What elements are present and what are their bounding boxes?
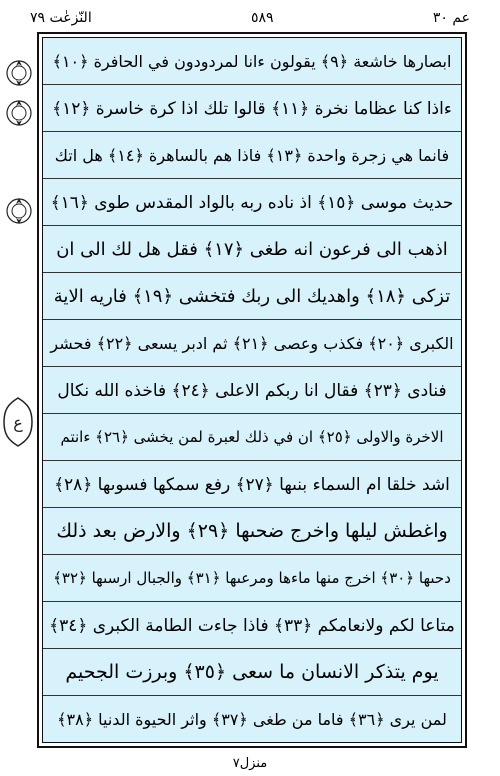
page-header — [30, 6, 470, 30]
text-line: فنادى ﴿٢٣﴾ فقال انا ربكم الاعلى ﴿٢٤﴾ فاخذه الله نكال — [43, 367, 461, 414]
text-line: تزكى ﴿١٨﴾ واهديك الى ربك فتخشى ﴿١٩﴾ فاريه الاية — [43, 273, 461, 320]
text-line: اشد خلقا ام السماء بنىها ﴿٢٧﴾ رفع سمكها فسوىها ﴿٢٨﴾ — [43, 461, 461, 508]
text-line: واغطش ليلها واخرج ضحىها ﴿٢٩﴾ والارض بعد ذلك — [43, 508, 461, 555]
margin-ornament-icon — [4, 196, 34, 226]
svg-text:ع: ع — [13, 413, 23, 432]
margin-ornament-icon — [4, 98, 34, 128]
juz-label: عم ٣٠ — [432, 10, 470, 26]
surah-label: النّزعٰت ٧٩ — [30, 10, 92, 26]
text-line: ءاذا كنا عظاما نخرة ﴿١١﴾ قالوا تلك اذا كرة خاسرة ﴿١٢﴾ — [43, 85, 461, 132]
text-line: ابصارها خاشعة ﴿٩﴾ يقولون ءانا لمردودون في الحافرة ﴿١٠﴾ — [43, 38, 461, 85]
page-number: ٥٨٩ — [250, 10, 274, 26]
text-line: الاخرة والاولى ﴿٢٥﴾ ان في ذلك لعبرة لمن يخشى ﴿٢٦﴾ ءانتم — [43, 414, 461, 461]
text-line: فانما هي زجرة واحدة ﴿١٣﴾ فاذا هم بالساهرة ﴿١٤﴾ هل اتك — [43, 132, 461, 179]
page-footer — [0, 752, 500, 774]
text-line: متاعا لكم ولانعامكم ﴿٣٣﴾ فاذا جاءت الطامة الكبرى ﴿٣٤﴾ — [43, 602, 461, 649]
text-line: حديث موسى ﴿١٥﴾ اذ ناده ربه بالواد المقدس طوى ﴿١٦﴾ — [43, 179, 461, 226]
manzil-label: منزل٧ — [232, 755, 268, 771]
text-body — [42, 37, 462, 743]
ruku-marker-icon — [2, 396, 34, 448]
margin-ornament-icon — [4, 58, 34, 88]
text-frame — [37, 32, 467, 748]
text-line: اذهب الى فرعون انه طغى ﴿١٧﴾ فقل هل لك الى ان — [43, 226, 461, 273]
text-line: الكبرى ﴿٢٠﴾ فكذب وعصى ﴿٢١﴾ ثم ادبر يسعى ﴿٢٢﴾ فحشر — [43, 320, 461, 367]
text-line: دحىها ﴿٣٠﴾ اخرج منها ماءها ومرعىها ﴿٣١﴾ والجبال ارسىها ﴿٣٢﴾ — [43, 555, 461, 602]
text-line: لمن يرى ﴿٣٦﴾ فاما من طغى ﴿٣٧﴾ واثر الحيوة الدنيا ﴿٣٨﴾ — [57, 709, 447, 729]
text-line: يوم يتذكر الانسان ما سعى ﴿٣٥﴾ وبرزت الجحيم — [43, 649, 461, 696]
